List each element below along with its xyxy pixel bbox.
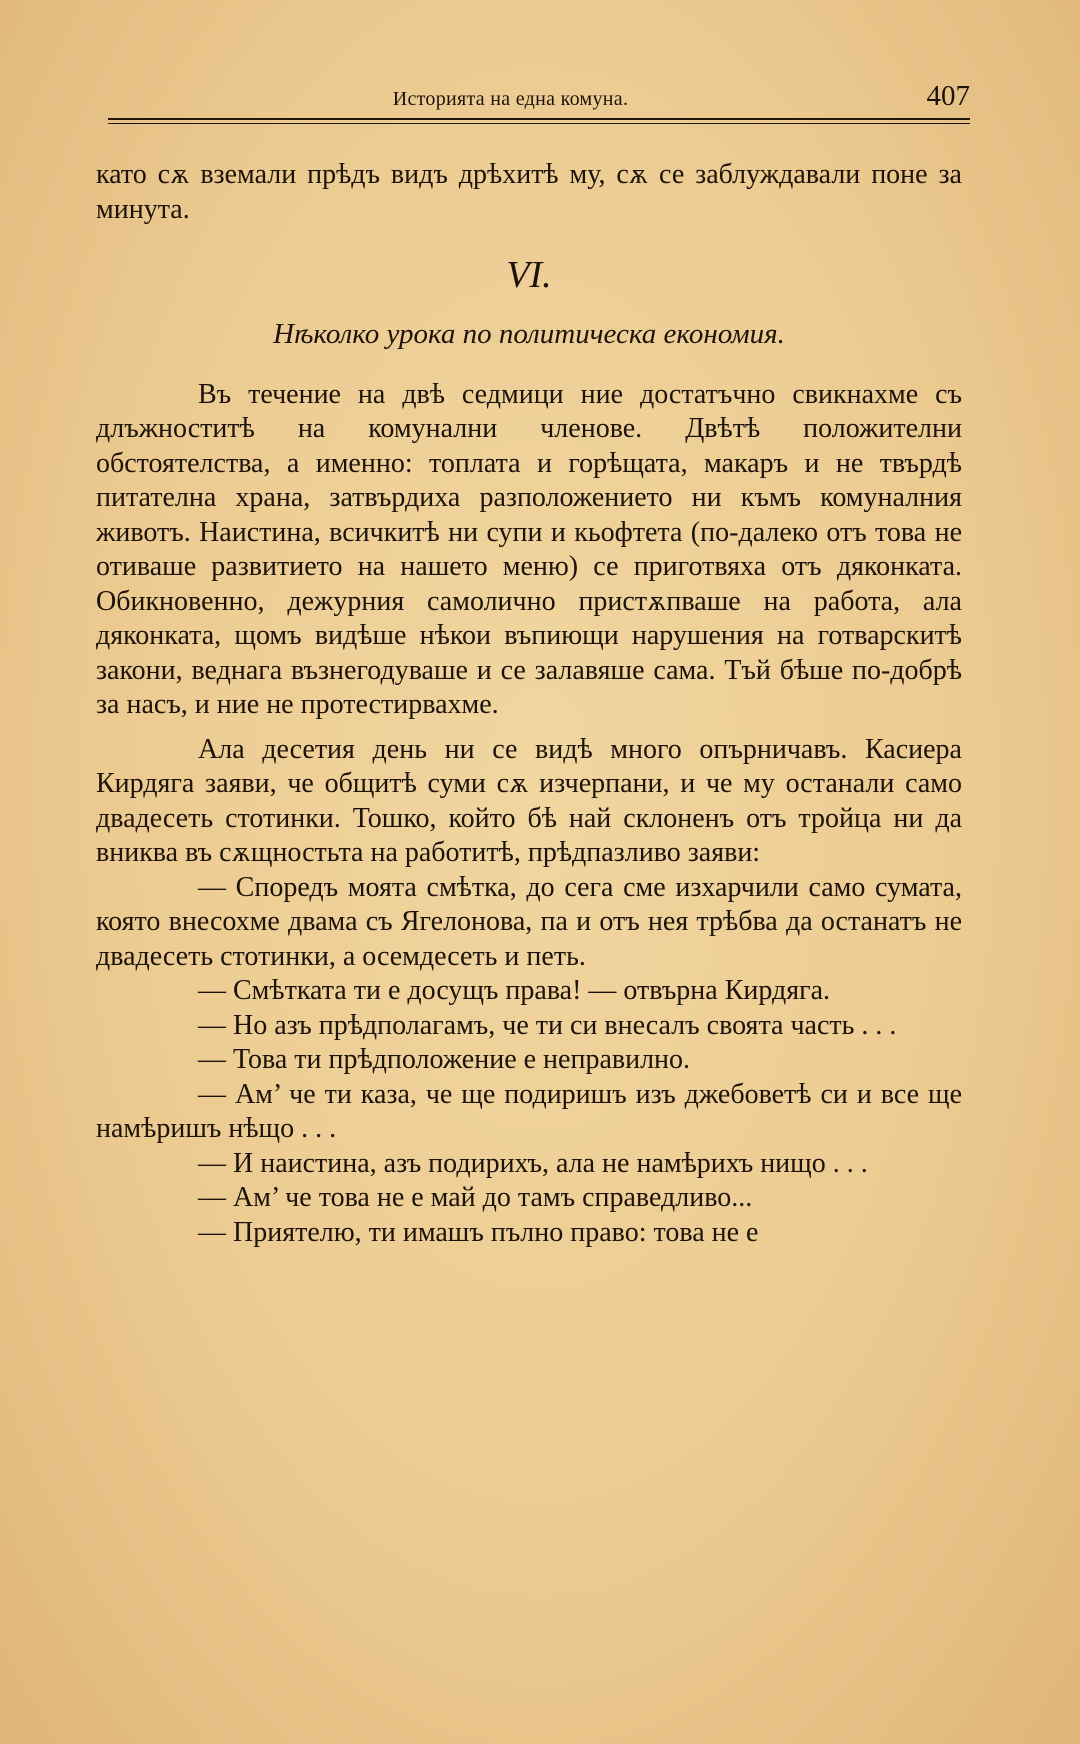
- page-header: [108, 78, 970, 128]
- paragraph: Въ течение на двѣ седмици ние достатъчно свикнахме съ длъжноститѣ на комунални членове. Двѣтѣ положителни обстоятелства, а именно: топлата и горѣщата, макаръ и не твърдѣ питателна храна, затвърдиха разположението ни къмъ комуналния животъ. Наистина, всичкитѣ ни супи и кьофтета (по-далеко отъ това не отиваше развитието на нашето меню) се приготвяха отъ дяконката. Обикновенно, дежурния самолично пристѫпваше на работа, ала дяконката, щомъ видѣше нѣкои въпиющи нарушения на готварскитѣ закони, веднага възнегодуваше и се залавяше сама. Тъй бѣше по-добрѣ за насъ, и ние не протестирвахме.: [96, 378, 962, 720]
- running-title: Историята на една комуна.: [392, 88, 629, 110]
- paragraph: Ала десетия день ни се видѣ много опърничавъ. Касиера Кирдяга заяви, че общитѣ суми сѫ изчерпани, и че му останали само двадесеть стотинки. Тошко, който бѣ най склоненъ отъ тройца ни да вниква въ сѫщностьта на работитѣ, прѣдпазливо заяви:: [96, 733, 962, 868]
- dialog-line: — Това ти прѣдположение е неправилно.: [198, 1044, 691, 1075]
- dialog-line: — Ам’ че това не е май до тамъ справедливо...: [198, 1182, 753, 1213]
- opening-paragraph: като сѫ вземали прѣдъ видъ дрѣхитѣ му, сѫ се заблуждавали поне за минута.: [96, 159, 962, 225]
- header-rule-top: [108, 118, 970, 120]
- body-text: [96, 158, 962, 1250]
- dialog-line: — И наистина, азъ подирихъ, ала не намѣрихъ нищо . . .: [198, 1147, 868, 1179]
- dialog-line: — Споредъ моята смѣтка, до сега сме изхарчили само сумата, която внесохме двама съ Ягелонова, па и отъ нея трѣбва да останатъ не двадесеть стотинки, а осемдесеть и петь.: [96, 871, 962, 972]
- chapter-title: Нѣколко урока по политическа економия.: [273, 318, 785, 350]
- dialog-line: — Приятелю, ти имашъ пълно право: това не е: [198, 1216, 759, 1248]
- dialog-line: — Смѣтката ти е досущъ права! — отвърна Кирдяга.: [198, 975, 831, 1006]
- chapter-number: VI.: [506, 254, 552, 296]
- header-rule-bottom: [108, 123, 970, 124]
- paragraph-gap: [96, 723, 962, 733]
- dialog-line: — Но азъ прѣдполагамъ, че ти си внесалъ своята часть . . .: [198, 1009, 897, 1041]
- dialog-line: — Ам’ че ти каза, че ще подиришъ изъ джебоветѣ си и все ще намѣришъ нѣщо . . .: [96, 1078, 962, 1144]
- page-number: 407: [926, 80, 970, 112]
